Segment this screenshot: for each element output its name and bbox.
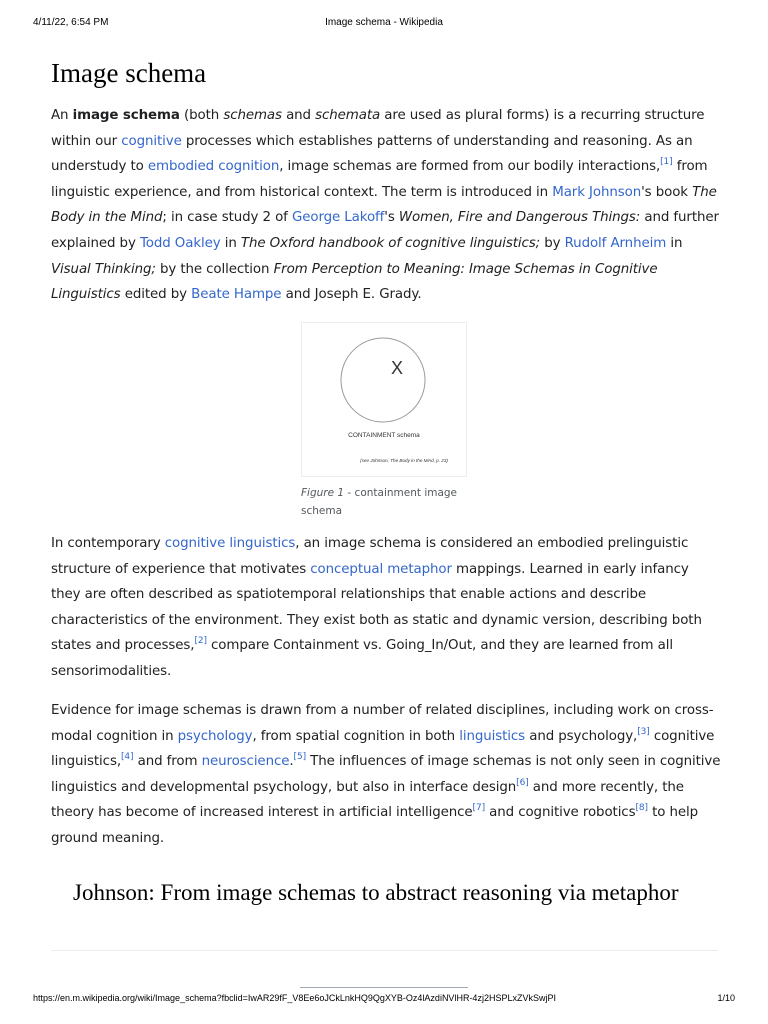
link-george-lakoff[interactable]: George Lakoff xyxy=(291,210,385,226)
figure-symbol: X xyxy=(390,358,404,378)
print-header xyxy=(0,17,768,33)
link-psychology[interactable]: psychology xyxy=(177,728,253,744)
paragraph-3: Evidence for image schemas is drawn from a number of related disciplines, including work on cross-modal cognition in psychology, from spatial cognition in both linguistics and psychology,[3] cognitive linguistics,[4] and from neuroscience.[5] The influences of image schemas is not only seen in cognitive linguistics and developmental psychology, but also in interface design[6] and more recently, the theory has become of increased interest in artificial intelligence[7] and cognitive robotics[8] to help ground meaning. xyxy=(51,703,721,846)
link-mark-johnson[interactable]: Mark Johnson xyxy=(552,184,642,200)
link-beate-hampe[interactable]: Beate Hampe xyxy=(191,287,282,303)
page-url: https://en.m.wikipedia.org/wiki/Image_schema?fbclid=IwAR29fF_V8Ee6oJCkLnkHQ9QgXYB-Oz4lAzdiNVlHR-4zj2HSPLxZVkSwjPI xyxy=(33,993,556,1003)
container-circle xyxy=(341,338,425,422)
ref-3[interactable]: [3] xyxy=(637,726,650,737)
term-bold: image schema xyxy=(72,108,180,123)
figure-source: (see Johnson, The Body in the Mind, p. 23) xyxy=(360,458,448,463)
link-linguistics[interactable]: linguistics xyxy=(459,728,526,744)
figure-label: CONTAINMENT schema xyxy=(348,432,420,439)
figure-caption: Figure 1 - containment image schema xyxy=(301,487,458,517)
section-heading[interactable]: Johnson: From image schemas to abstract reasoning via metaphor xyxy=(73,880,679,905)
ref-7[interactable]: [7] xyxy=(472,803,485,814)
ref-1[interactable]: [1] xyxy=(660,157,673,168)
ref-6[interactable]: [6] xyxy=(516,777,529,788)
link-cognitive-linguistics[interactable]: cognitive linguistics xyxy=(164,536,296,551)
ref-2[interactable]: [2] xyxy=(194,636,207,647)
link-todd-oakley[interactable]: Todd Oakley xyxy=(139,235,221,251)
ref-8[interactable]: [8] xyxy=(635,803,648,814)
link-conceptual-metaphor[interactable]: conceptual metaphor xyxy=(310,561,452,577)
ref-5[interactable]: [5] xyxy=(293,752,306,763)
intro-paragraph: An image schema (both schemas and schemata are used as plural forms) is a recurring structure within our cognitive processes which establishes patterns of understanding and reasoning. As an understudy to embodied cognition, image schemas are formed from our bodily interactions,[1] from linguistic experience, and from historical context. The term is introduced in Mark Johnson's book The Body in the Mind; in case study 2 of George Lakoff's Women, Fire and Dangerous Things: and further explained by Todd Oakley in The Oxford handbook of cognitive linguistics; by Rudolf Arnheim in Visual Thinking; by the collection From Perception to Meaning: Image Schemas in Cognitive Linguistics edited by Beate Hampe and Joseph E. Grady. xyxy=(51,108,719,303)
section-divider xyxy=(51,950,718,951)
link-rudolf-arnheim[interactable]: Rudolf Arnheim xyxy=(564,235,667,251)
figure-image[interactable] xyxy=(301,322,467,477)
link-neuroscience[interactable]: neuroscience xyxy=(201,754,290,770)
containment-diagram xyxy=(302,323,468,478)
paragraph-2: In contemporary cognitive linguistics, an image schema is considered an embodied prelinguistic structure of experience that motivates conceptual metaphor mappings. Learned in early infancy they are often described as spatiotemporal relationships that enable actions and describe characteristics of the environment. They exist both as static and dynamic version, describing both states and processes,[2] compare Containment vs. Going_In/Out, and they are learned from all sensorimodalities. xyxy=(51,536,702,679)
page-title: Image schema xyxy=(51,58,207,88)
link-embodied-cognition[interactable]: embodied cognition xyxy=(147,159,280,175)
print-footer xyxy=(0,993,768,1009)
footer-divider xyxy=(300,987,468,988)
ref-4[interactable]: [4] xyxy=(120,752,134,763)
print-datetime: 4/11/22, 6:54 PM xyxy=(33,17,109,28)
link-cognitive[interactable]: cognitive xyxy=(121,133,182,149)
print-doc-title: Image schema - Wikipedia xyxy=(325,17,443,28)
page-number: 1/10 xyxy=(717,993,735,1003)
